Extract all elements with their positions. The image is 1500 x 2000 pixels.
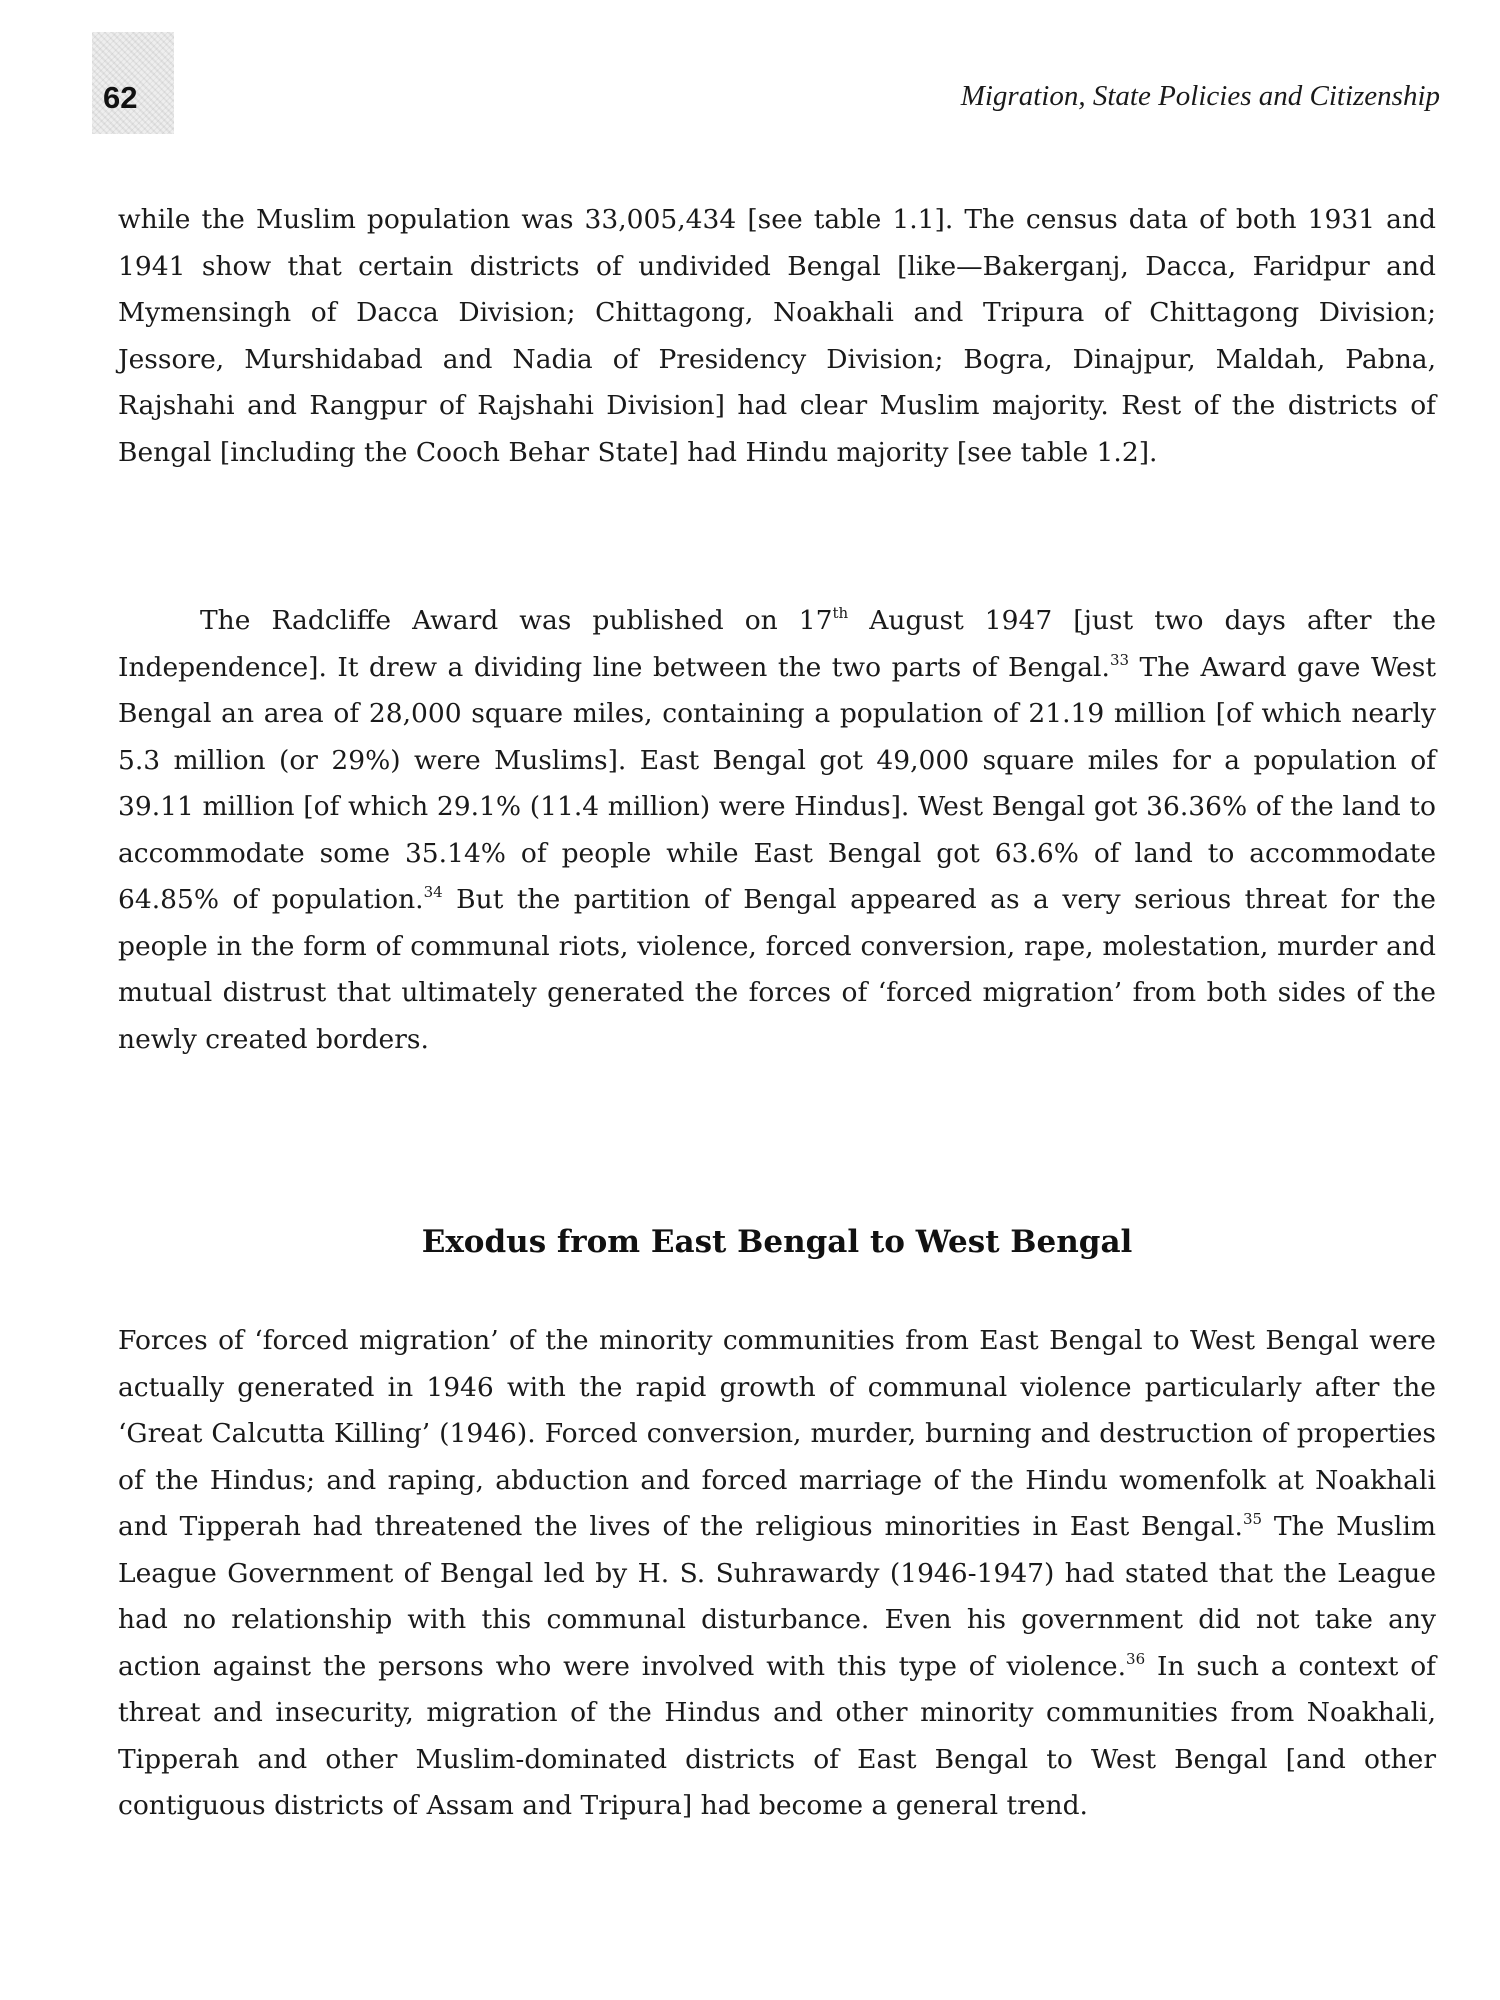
paragraph-text: The Radcliffe Award was published on 17 bbox=[200, 605, 833, 636]
paragraph bbox=[118, 598, 1436, 1063]
paragraph-text: Forces of ‘forced migration’ of the minority communities from East Bengal to West Bengal were actually generated in 1946 with the rapid growth of communal violence particularly after the ‘Great Calcutta Killing’ (1946). Forced conversion, murder, burning and destruction of properties of the Hindus; and raping, abduction and forced marriage of the Hindu womenfolk at Noakhali and Tipperah had threatened the lives of the religious minorities in East Bengal. bbox=[118, 1325, 1436, 1542]
paragraph-text: The Muslim League Government of Bengal led by H. S. Suhrawardy (1946-1947) had stated that the League had no relationship with this communal disturbance. Even his government did not take any action against the persons who were involved with this type of violence. bbox=[118, 1511, 1436, 1682]
paragraph-text: But the partition of Bengal appeared as a very serious threat for the people in the form of communal riots, violence, forced conversion, rape, molestation, murder and mutual distrust that ultimately generated the forces of ‘forced migration’ from both sides of the newly created borders. bbox=[118, 884, 1436, 1055]
footnote-reference: 36 bbox=[1126, 1649, 1146, 1668]
footnote-reference: 34 bbox=[423, 883, 443, 901]
footnote-reference: 33 bbox=[1109, 650, 1130, 669]
running-head-title: Migration, State Policies and Citizenship bbox=[960, 80, 1440, 112]
paragraph-text: In such a context of threat and insecurity, migration of the Hindus and other minority communities from Noakhali, Tipperah and other Muslim-dominated districts of East Bengal to West Bengal [and other contiguous districts of Assam and Tripura] had become a general trend. bbox=[118, 1650, 1436, 1821]
ordinal-suffix: th bbox=[832, 604, 849, 622]
paragraph-text: August 1947 [just two days after the Independence]. It drew a dividing line between the two parts of Bengal. bbox=[118, 605, 1437, 683]
paragraph-text: The Award gave West Bengal an area of 28,000 square miles, containing a population of 21.19 million [of which nearly 5.3 million (or 29%) were Muslims]. East Bengal got 49,000 square miles for a population of 39.11 million [of which 29.1% (11.4 million) were Hindus]. West Bengal got 36.36% of the land to accommodate some 35.14% of people while East Bengal got 63.6% of land to accommodate 64.85% of population. bbox=[118, 651, 1436, 915]
page-number: 62 bbox=[103, 80, 138, 115]
section-heading: Exodus from East Bengal to West Bengal bbox=[421, 1224, 1133, 1260]
paragraph-text: while the Muslim population was 33,005,434 [see table 1.1]. The census data of both 1931 and 1941 show that certain districts of undivided Bengal [like—Bakerganj, Dacca, Faridpur and Mymensingh of Dacca Division; Chittagong, Noakhali and Tripura of Chittagong Division; Jessore, Murshidabad and Nadia of Presidency Division; Bogra, Dinajpur, Maldah, Pabna, Rajshahi and Rangpur of Rajshahi Division] had clear Muslim majority. Rest of the districts of Bengal [including the Cooch Behar State] had Hindu majority [see table 1.2]. bbox=[118, 204, 1436, 468]
paragraph bbox=[118, 197, 1436, 476]
paragraph bbox=[118, 1318, 1436, 1830]
footnote-reference: 35 bbox=[1242, 1510, 1263, 1528]
